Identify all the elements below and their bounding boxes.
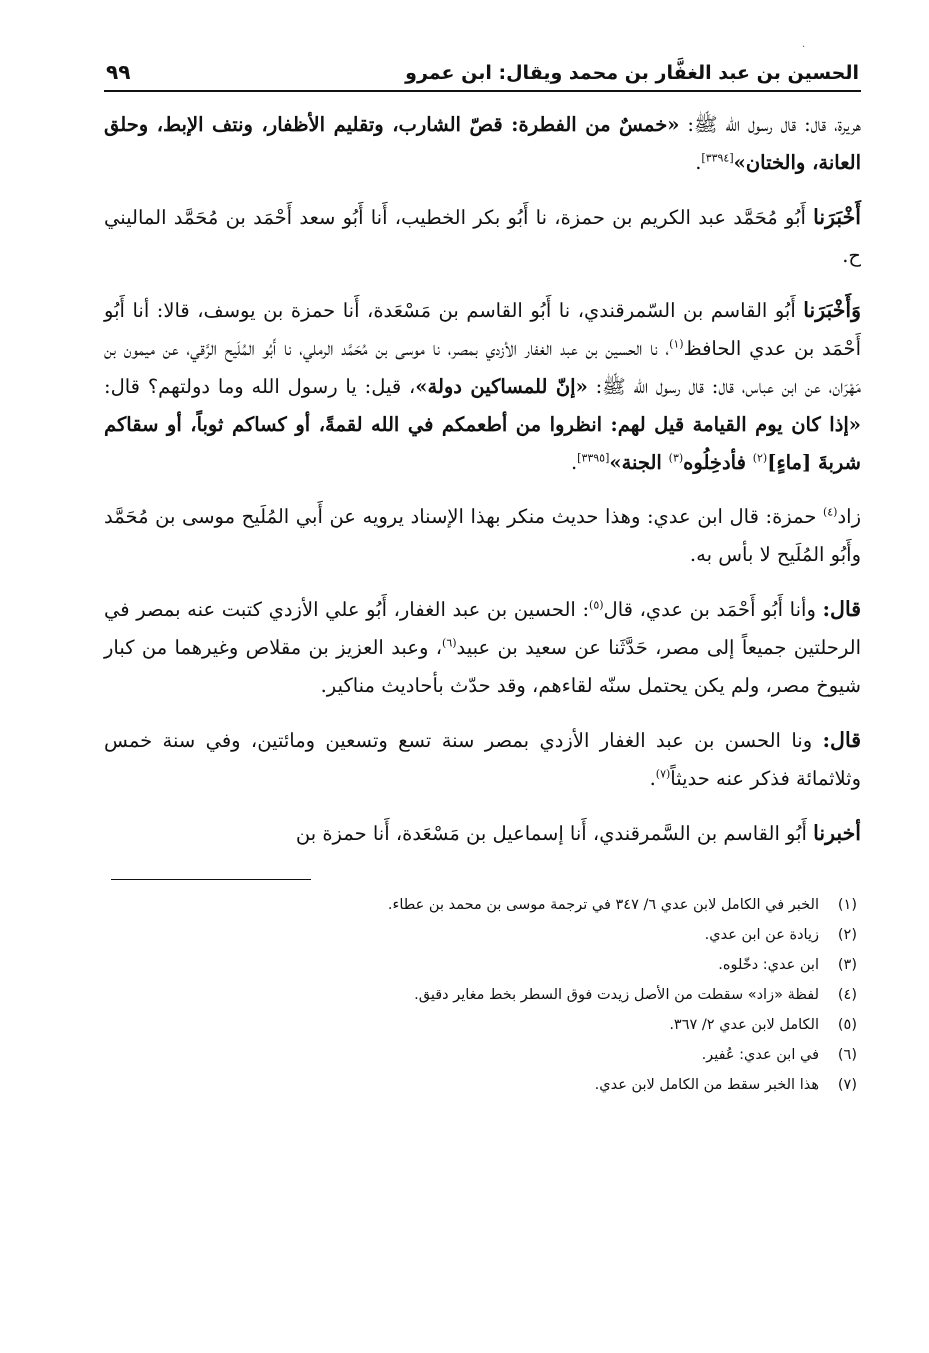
footnote-divider — [111, 879, 311, 880]
footnote-number: (٢) — [837, 927, 857, 943]
footnote — [104, 890, 857, 920]
footnote-number: (١) — [837, 897, 857, 913]
paragraph — [104, 198, 861, 275]
footnote — [104, 1010, 857, 1040]
hadith-text: فأدخِلُوه — [683, 451, 753, 474]
text-run: ، قيل: يا رسول الله وما دولتهم؟ قال: — [104, 375, 416, 398]
footnote-number: (٥) — [837, 1017, 857, 1033]
text-run: ، نا الحسين بن عبد الغفار الأزدي بمصر، نا موسى بن مُحَمَّد الرملي، نا أَبُو المُلَيح الرَّقي، عن ميمون بن مَهْرَان، عن ابن عباس، قال: قال رسول الله ﷺ: — [104, 337, 861, 398]
text-run: : الحسين بن عبد الغفار، أَبُو علي الأزدي كتبت عنه بمصر في الرحلتين جميعاً إلى مصر، حَدَّثَنا عن سعيد بن عبيد — [104, 598, 861, 659]
main-text — [104, 106, 861, 853]
reference-mark: (٣) — [668, 451, 684, 465]
narration-lead: أخبرنا — [813, 821, 861, 845]
reference-mark: (٧) — [655, 767, 671, 781]
footnote-number: (٣) — [837, 957, 857, 973]
scan-speck: · — [802, 42, 806, 53]
footnote-text: الخبر في الكامل لابن عدي ٦/ ٣٤٧ في ترجمة موسى بن محمد بن عطاء. — [387, 897, 819, 913]
text-run: ، وعبد العزيز بن مقلاص وغيرهما من كبار شيوخ مصر، ولم يكن يحتمل سنّه لقاءهم، وقد حدّث بأحاديث مناكير. — [104, 636, 861, 697]
footnote-text: هذا الخبر سقط من الكامل لابن عدي. — [594, 1077, 819, 1093]
running-title: الحسين بن عبد الغفَّار بن محمد ويقال: ابن عمرو — [405, 62, 859, 84]
footnote — [104, 980, 857, 1010]
hadith-text: «خمسٌ من الفطرة: قصّ الشارب، وتقليم الأظفار، ونتف الإبط، وحلق العانة، والختان» — [104, 113, 861, 174]
text-run: . — [649, 767, 656, 790]
paragraph — [104, 291, 861, 482]
text-run: هريرة، قال: قال رسول الله ﷺ: — [679, 113, 862, 136]
narration-lead: أَخْبَرَنا — [813, 205, 861, 229]
text-run: حمزة: قال ابن عدي: وهذا حديث منكر بهذا الإسناد يرويه عن أَبي المُلَيح موسى بن مُحَمَّد وأَبُو المُلَيح لا بأس به. — [104, 505, 861, 566]
text-run: ونا الحسن بن عبد الغفار الأزدي بمصر سنة تسع وتسعين ومائتين، وفي سنة خمس وثلاثمائة فذكر عنه حديثاً — [104, 729, 861, 790]
page-number: ٩٩ — [106, 60, 131, 84]
footnote — [104, 1040, 857, 1070]
text-run: زاد — [837, 505, 861, 528]
text-run: . — [570, 451, 578, 474]
text-run: أَبُو القاسم بن السَّمرقندي، أَنا إسماعيل بن مَسْعَدة، أَنا حمزة بن — [295, 822, 814, 845]
text-run: . — [695, 151, 702, 174]
text-run: أَبُو مُحَمَّد عبد الكريم بن حمزة، نا أَبُو بكر الخطيب، أَنا أَبُو سعد أَحْمَد بن مُحَمَّد الماليني ح. — [104, 206, 861, 267]
paragraph — [104, 721, 861, 798]
footnote-text: زيادة عن ابن عدي. — [704, 927, 819, 943]
footnote — [104, 1070, 857, 1100]
paragraph — [104, 106, 861, 182]
hadith-text: «إذا كان يوم القيامة قيل لهم: انظروا من أطعمكم في الله لقمةً، أو كساكم ثوباً، أو سقاكم شربةَ [ماءٍ] — [104, 413, 861, 474]
footnote-text: الكامل لابن عدي ٢/ ٣٦٧. — [669, 1017, 819, 1033]
narration-lead: وَأَخْبَرَنا — [803, 298, 861, 322]
text-run: وأنا أَبُو أَحْمَد بن عدي، قال — [603, 598, 823, 621]
reference-mark: [٣٣٩٥] — [577, 451, 610, 465]
reference-mark: (٥) — [589, 598, 604, 612]
footnote-number: (٧) — [837, 1077, 857, 1093]
paragraph — [104, 814, 861, 853]
footnote-text: في ابن عدي: عُفير. — [701, 1047, 819, 1063]
footnote-number: (٦) — [837, 1047, 857, 1063]
footnotes-list — [104, 890, 861, 1100]
paragraph — [104, 590, 861, 705]
narration-lead: قال: — [822, 728, 861, 752]
footnote-number: (٤) — [837, 987, 857, 1003]
footnote — [104, 950, 857, 980]
footnote-text: ابن عدي: دخّلوه. — [718, 957, 819, 973]
reference-mark: (٢) — [752, 451, 768, 465]
footnote — [104, 920, 857, 950]
reference-mark: [٣٣٩٤] — [701, 151, 734, 165]
text-run: أَبُو القاسم بن السّمرقندي، نا أَبُو القاسم بن مَسْعَدة، أَنا حمزة بن يوسف، قالا: أنا أَبُو أَحْمَد بن عدي الحافظ — [104, 299, 862, 360]
hadith-text: «إنّ للمساكين دولة» — [415, 375, 588, 398]
reference-mark: (١) — [669, 337, 684, 351]
reference-mark: (٦) — [442, 636, 457, 650]
paragraph — [104, 498, 861, 574]
reference-mark: (٤) — [822, 505, 838, 519]
running-header — [104, 60, 861, 92]
hadith-text: الجنة» — [609, 451, 669, 474]
narration-lead: قال: — [822, 597, 861, 621]
footnote-text: لفظة «زاد» سقطت من الأصل زيدت فوق السطر بخط مغاير دقيق. — [414, 987, 819, 1003]
